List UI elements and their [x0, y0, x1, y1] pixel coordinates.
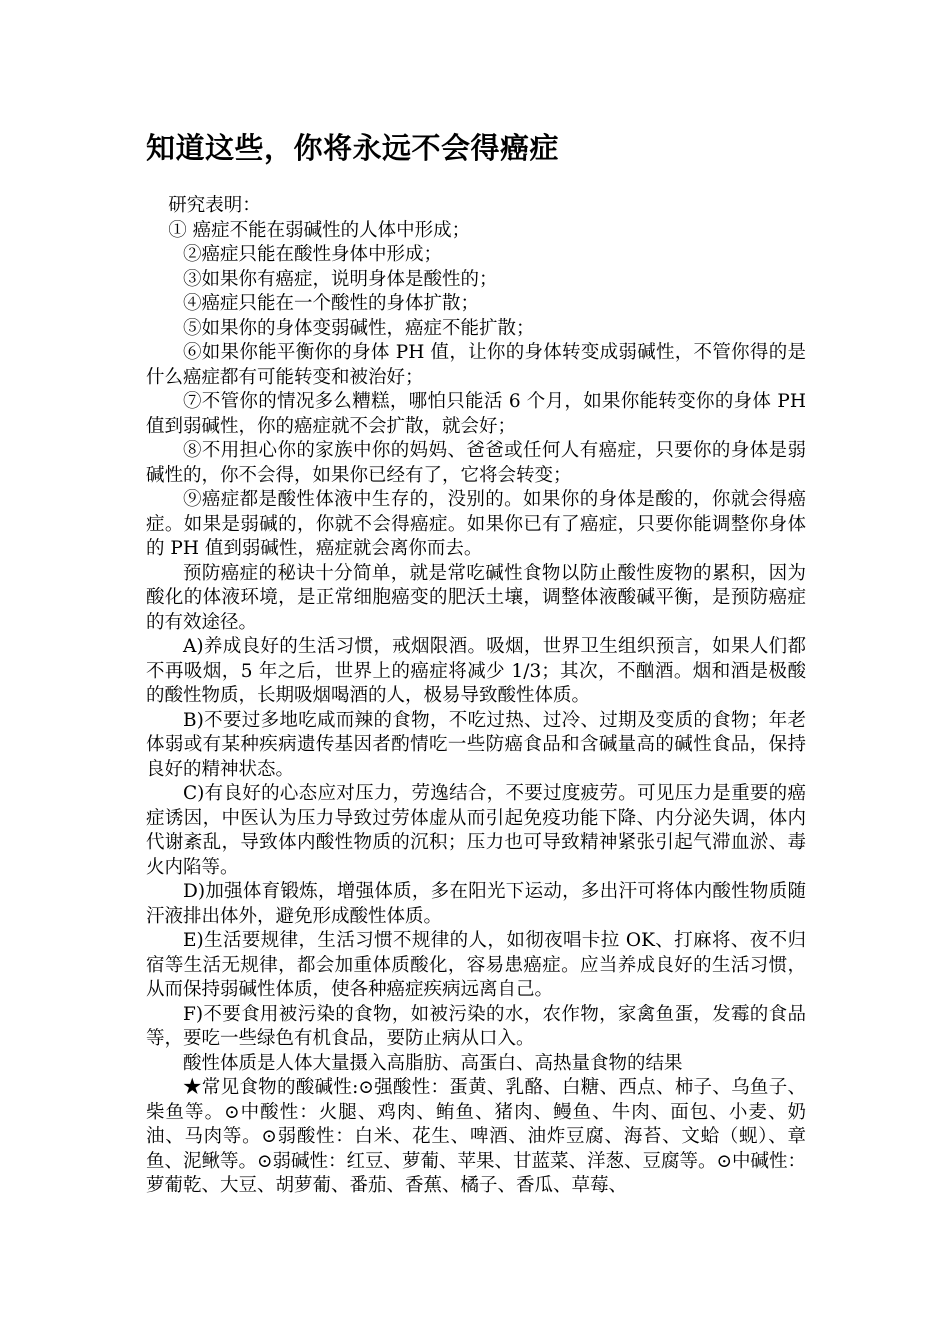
- paragraph-point-2: ②癌症只能在酸性身体中形成；: [183, 244, 443, 265]
- paragraph-point-6: ⑥如果你能平衡你的身体 PH 值，让你的身体转变成弱碱性，不管你得的是什么癌症都有可能转变和被治好；: [146, 342, 806, 388]
- paragraph-point-7: ⑦不管你的情况多么糟糕，哪怕只能活 6 个月，如果你能转变你的身体 PH 值到弱碱性，你的癌症就不会扩散，就会好；: [146, 391, 806, 437]
- paragraph-point-4: ④癌症只能在一个酸性的身体扩散；: [183, 293, 480, 314]
- paragraph-prevention-secret: 预防癌症的秘诀十分简单，就是常吃碱性食物以防止酸性废物的累积，因为酸化的体液环境，是正常细胞癌变的肥沃土壤，调整体液酸碱平衡，是预防癌症的有效途径。: [146, 562, 806, 633]
- paragraph-acidic-constitution: 酸性体质是人体大量摄入高脂肪、高蛋白、高热量食物的结果: [183, 1052, 683, 1074]
- paragraph-point-8: ⑧不用担心你的家族中你的妈妈、爸爸或任何人有癌症，只要你的身体是弱碱性的，你不会得，如果你已经有了，它将会转变；: [146, 440, 806, 486]
- paragraph-tip-a: A)养成良好的生活习惯，戒烟限酒。吸烟，世界卫生组织预言，如果人们都不再吸烟，5 年之后，世界上的癌症将减少 1/3；其次，不酗酒。烟和酒是极酸的酸性物质，长期吸烟喝酒的人，极易导致酸性体质。: [146, 636, 806, 706]
- paragraph-food-acidity: ★常见食物的酸碱性:⊙强酸性：蛋黄、乳酪、白糖、西点、柿子、乌鱼子、柴鱼等。⊙中酸性：火腿、鸡肉、鲔鱼、猪肉、鳗鱼、牛肉、面包、小麦、奶油、马肉等。⊙弱酸性：白米、花生、啤酒、油炸豆腐、海苔、文蛤（蚬）、章鱼、泥鳅等。⊙弱碱性：红豆、萝葡、苹果、甘蓝菜、洋葱、豆腐等。⊙中碱性：萝葡乾、大豆、胡萝葡、番茄、香蕉、橘子、香瓜、草莓、: [146, 1077, 807, 1196]
- paragraph-point-9: ⑨癌症都是酸性体液中生存的，没别的。如果你的身体是酸的，你就会得癌症。如果是弱碱的，你就不会得癌症。如果你已有了癌症，只要你能调整你身体的 PH 值到弱碱性，癌症就会离你而去。: [146, 489, 806, 559]
- paragraph-tip-c: C)有良好的心态应对压力，劳逸结合，不要过度疲劳。可见压力是重要的癌症诱因，中医认为压力导致过劳体虚从而引起免疫功能下降、内分泌失调，体内代谢紊乱，导致体内酸性物质的沉积；压力也可导致精神紧张引起气滞血淤、毒火内陷等。: [146, 783, 806, 878]
- paragraph-intro: 研究表明：: [168, 195, 261, 216]
- paragraph-point-3: ③如果你有癌症，说明身体是酸性的；: [183, 268, 498, 290]
- paragraph-tip-f: F)不要食用被污染的食物，如被污染的水，农作物，家禽鱼蛋，发霉的食品等，要吃一些绿色有机食品，要防止病从口入。: [146, 1003, 806, 1049]
- paragraph-point-1: ① 癌症不能在弱碱性的人体中形成；: [168, 219, 471, 241]
- paragraph-tip-b: B)不要过多地吃咸而辣的食物，不吃过热、过冷、过期及变质的食物；年老体弱或有某种疾病遗传基因者酌情吃一些防癌食品和含碱量高的碱性食品，保持良好的精神状态。: [146, 709, 806, 780]
- document-title: 知道这些，你将永远不会得癌症: [146, 131, 560, 165]
- document-page: [146, 128, 806, 1199]
- paragraph-tip-e: E)生活要规律，生活习惯不规律的人，如彻夜唱卡拉 OK、打麻将、夜不归宿等生活无规律，都会加重体质酸化，容易患癌症。应当养成良好的生活习惯，从而保持弱碱性体质，使各种癌症疾病远离自己。: [146, 930, 806, 1000]
- paragraph-point-5: ⑤如果你的身体变弱碱性，癌症不能扩散；: [183, 317, 535, 339]
- paragraph-tip-d: D)加强体育锻炼，增强体质，多在阳光下运动，多出汗可将体内酸性物质随汗液排出体外，避免形成酸性体质。: [146, 881, 806, 927]
- document-body: [146, 194, 806, 1199]
